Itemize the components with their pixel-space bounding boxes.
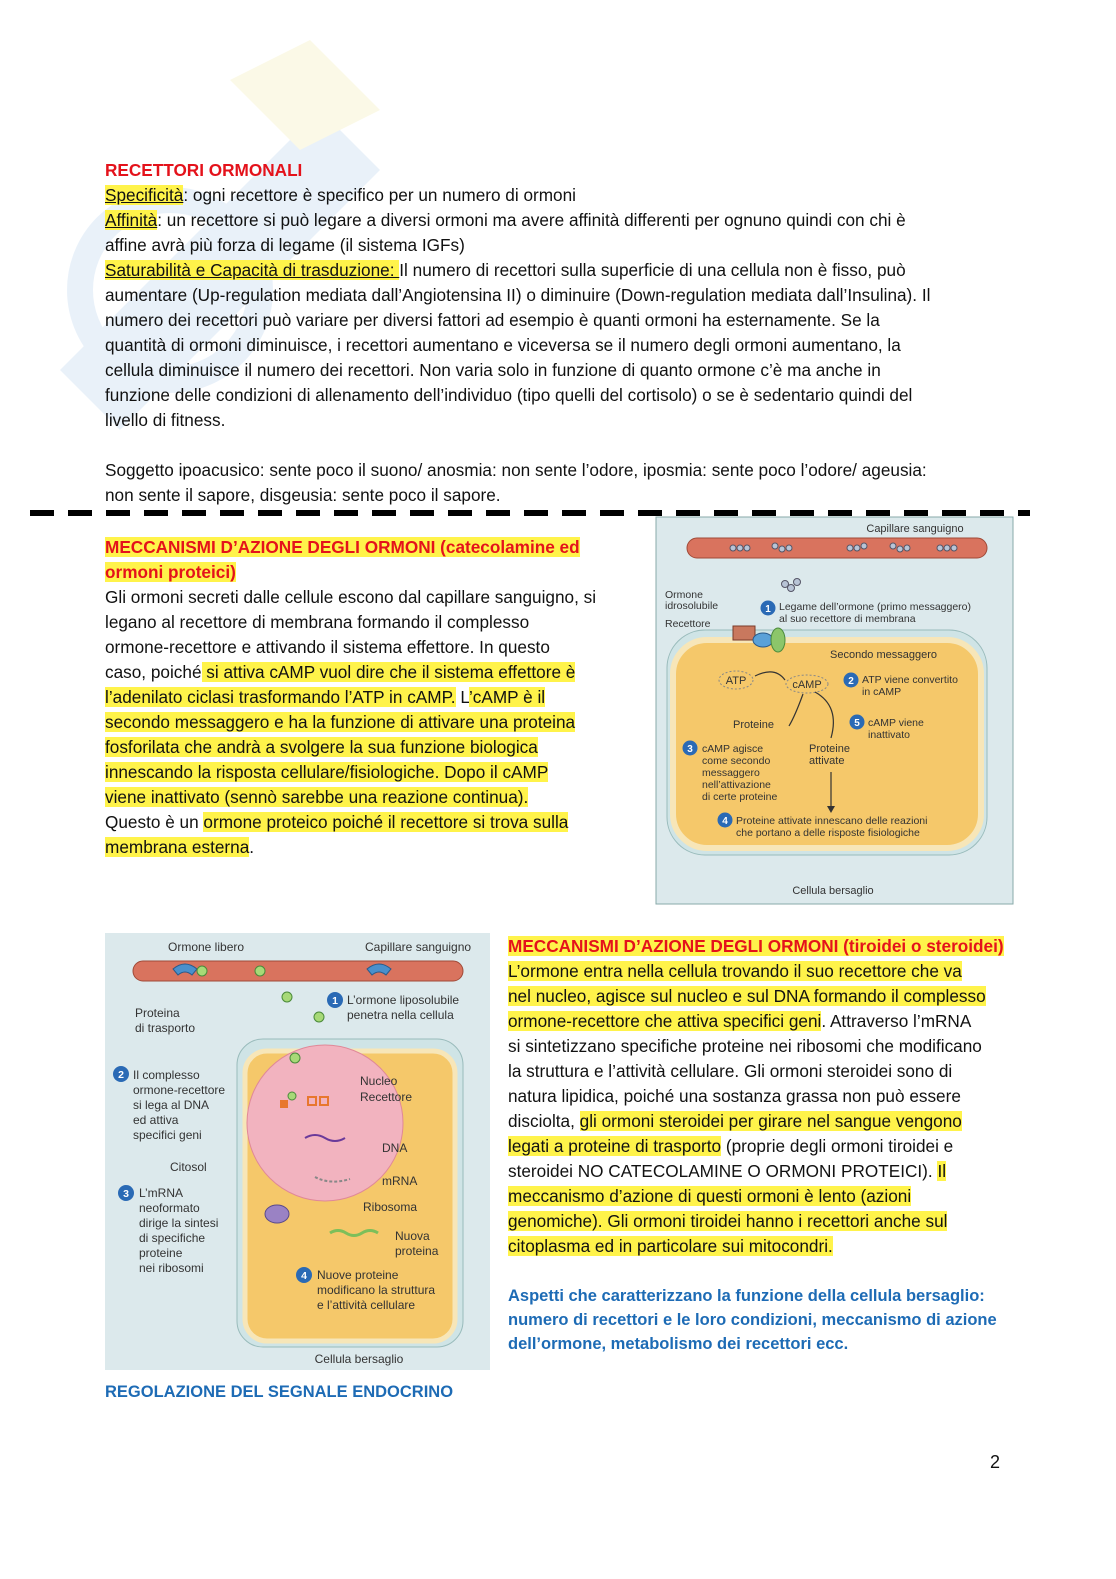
proteici-line-3: ormone-recettore e attivando il sistema effettore. In questo <box>105 637 550 657</box>
fig1-g-protein <box>753 633 773 647</box>
saturabilita-line-3: numero dei recettori può variare per diversi fattori ad esempio è quanti ormoni ha esternamente. Se la <box>105 310 880 330</box>
proteici-line-1: Gli ormoni secreti dalle cellule escono dal capillare sanguigno, si <box>105 587 597 607</box>
fig2-ribosome-label: Ribosoma <box>363 1200 418 1214</box>
fig2-step4-text-3: e l’attività cellulare <box>317 1298 416 1312</box>
saturabilita-line-5: cellula diminuisce il numero dei recettori. Non varia solo in funzione di quanto ormone c’è ma anche in <box>105 360 881 380</box>
fig1-adenylate-cyclase <box>771 628 785 652</box>
fig1-step3-text-5: di certe proteine <box>702 791 778 803</box>
fig1-receptor-shape <box>733 626 755 640</box>
fig2-step-number-1: 1 <box>332 995 338 1007</box>
proteici-line-5: l’adenilato ciclasi trasformando l’ATP in cAMP. L’cAMP è il <box>105 687 546 707</box>
fig2-step3-text-2: neoformato <box>139 1201 200 1215</box>
saturabilita-line-6: funzione delle condizioni di allenamento dell’individuo (tipo quelli del cortisolo) o se è sedentario quindi del <box>105 385 913 405</box>
fig2-step1-text-2: penetra nella cellula <box>347 1008 454 1022</box>
fig2-step4-text: Nuove proteine <box>317 1268 399 1282</box>
fig1-step5-text: cAMP viene <box>868 717 924 729</box>
steroidei-line-12: citoplasma ed in particolare sui mitocondri. <box>508 1236 833 1256</box>
affinita-term: Affinità <box>105 210 158 230</box>
steroidei-line-7: disciolta, gli ormoni steroidei per girare nel sangue vengono <box>508 1111 962 1131</box>
fig1-hormone-label: Ormone <box>665 589 703 601</box>
proteici-line-10: Questo è un ormone proteico poiché il recettore si trova sulla <box>105 812 569 832</box>
fig1-step3-text-4: nell’attivazione <box>702 779 771 791</box>
fig2-free-hormone-label: Ormone libero <box>168 940 245 954</box>
fig1-second-messenger-label: Secondo messaggero <box>830 649 938 661</box>
senses-line-1: Soggetto ipoacusico: sente poco il suono/ anosmia: non sente l’odore, iposmia: sente poco l’odore/ ageusia: <box>105 460 927 480</box>
steroidei-line-3: ormone-recettore che attiva specifici geni. Attraverso l’mRNA <box>508 1011 972 1031</box>
fig1-step-number-4: 4 <box>722 816 728 827</box>
fig1-step2-text: ATP viene convertito <box>862 674 958 686</box>
fig2-step2-text-4: ed attiva <box>133 1113 179 1127</box>
steroidei-line-5: la struttura e l’attività cellulare. Gli ormoni steroidei sono di <box>508 1061 953 1081</box>
aspects-line-3: dell’ormone, metabolismo dei recettori ecc. <box>508 1335 849 1353</box>
section-title-recettori: RECETTORI ORMONALI <box>105 160 303 180</box>
section-title-meccanismi-proteici-2: ormoni proteici) <box>105 562 236 582</box>
saturabilita-line-7: livello di fitness. <box>105 410 226 430</box>
proteici-line-4: caso, poiché si attiva cAMP vuol dire che il sistema effettore è <box>105 662 576 682</box>
fig2-ribosome <box>265 1205 289 1223</box>
fig2-step-number-2: 2 <box>118 1069 124 1081</box>
proteici-line-6: secondo messaggero e ha la funzione di attivare una proteina <box>105 712 576 732</box>
specificita-line <box>105 183 576 208</box>
fig2-step2-text-2: ormone-recettore <box>133 1083 226 1097</box>
aspects-line-2: numero di recettori e le loro condizioni, meccanismo di azione <box>508 1311 997 1329</box>
fig2-mrna-label: mRNA <box>382 1174 418 1188</box>
fig1-step-number-1: 1 <box>765 604 771 615</box>
page-number: 2 <box>990 1452 1001 1472</box>
aspects-line-1: Aspetti che caratterizzano la funzione della cellula bersaglio: <box>508 1287 985 1305</box>
saturabilita-text: Il numero di recettori sulla superficie di una cellula non è fisso, può <box>399 260 906 280</box>
fig1-step3-text: cAMP agisce <box>702 743 764 755</box>
fig1-atp-label: ATP <box>725 675 747 687</box>
fig2-step2-text: Il complesso <box>133 1068 200 1082</box>
fig2-dna-label: DNA <box>382 1141 408 1155</box>
saturabilita-line-4: quantità di ormoni diminuisce, i recettori aumentano e viceversa se il numero degli ormoni aumentano, la <box>105 335 901 355</box>
fig2-cytosol-label: Citosol <box>170 1160 207 1174</box>
steroidei-line-11: genomiche). Gli ormoni tiroidei hanno i recettori anche sul <box>508 1211 948 1231</box>
fig1-step-number-2: 2 <box>848 676 854 687</box>
saturabilita-line-2: aumentare (Up-regulation mediata dall’Angiotensina II) o diminuire (Down-regulation mediata dall’Insulina). Il <box>105 285 931 305</box>
figure-steroid-mechanism <box>105 933 490 1370</box>
fig2-step3-text-4: di specifiche <box>139 1231 206 1245</box>
steroidei-line-4: si sintetizzano specifiche proteine nei ribosomi che modificano <box>508 1036 982 1056</box>
section-title-meccanismi-proteici: MECCANISMI D’AZIONE DEGLI ORMONI (catecolamine ed <box>105 537 580 557</box>
steroidei-line-6: natura lipidica, poiché una sostanza grassa non può essere <box>508 1086 961 1106</box>
section-title-regolazione: REGOLAZIONE DEL SEGNALE ENDOCRINO <box>105 1383 454 1401</box>
fig1-active-proteins-label-2: attivate <box>809 755 845 767</box>
fig1-camp-label: cAMP <box>792 679 822 691</box>
fig2-transport-label-2: di trasporto <box>135 1021 196 1035</box>
fig1-receptor-label: Recettore <box>665 618 711 630</box>
affinita-text: : un recettore si può legare a diversi ormoni ma avere affinità differenti per ognuno quindi con chi è <box>157 210 906 230</box>
fig1-active-proteins-label: Proteine <box>809 743 850 755</box>
section-title-meccanismi-steroidei: MECCANISMI D’AZIONE DEGLI ORMONI (tiroidei o steroidei) <box>508 936 1004 956</box>
proteici-line-9: viene inattivato (sennò sarebbe una reazione continua). <box>105 787 529 807</box>
fig1-step1-text-2: al suo recettore di membrana <box>779 613 916 625</box>
specificita-text: : ogni recettore è specifico per un numero di ormoni <box>183 185 576 205</box>
steroidei-line-8: legati a proteine di trasporto (proprie degli ormoni tiroidei e <box>508 1136 954 1156</box>
fig2-step-number-3: 3 <box>123 1188 129 1200</box>
steroidei-line-10: meccanismo d’azione di questi ormoni è lento (azioni <box>508 1186 912 1206</box>
fig1-step1-text: Legame dell’ormone (primo messaggero) <box>779 601 972 613</box>
fig2-step-number-4: 4 <box>301 1270 307 1282</box>
proteici-line-8: innescando la risposta cellulare/fisiologiche. Dopo il cAMP <box>105 762 549 782</box>
affinita-line-2: affine avrà più forza di legame (il sistema IGFs) <box>105 235 465 255</box>
fig2-new-protein-label: Nuova <box>395 1229 430 1243</box>
fig1-step2-text-2: in cAMP <box>862 686 902 698</box>
fig1-step-number-3: 3 <box>687 744 693 755</box>
senses-line-2: non sente il sapore, disgeusia: sente poco il sapore. <box>105 485 501 505</box>
fig2-target-cell-label: Cellula bersaglio <box>314 1352 404 1366</box>
fig1-proteins-label: Proteine <box>733 719 774 731</box>
steroidei-line-1: L’ormone entra nella cellula trovando il suo recettore che va <box>508 961 962 981</box>
fig2-transport-label: Proteina <box>135 1006 180 1020</box>
fig2-step4-text-2: modificano la struttura <box>317 1283 436 1297</box>
affinita-line <box>105 208 906 233</box>
saturabilita-term: Saturabilità e Capacità di trasduzione: <box>105 260 400 280</box>
fig2-step2-text-5: specifici geni <box>133 1128 202 1142</box>
figure-camp-mechanism <box>655 516 1015 906</box>
fig2-step1-text: L’ormone liposolubile <box>347 993 460 1007</box>
fig1-step4-text: Proteine attivate innescano delle reazioni <box>736 815 928 827</box>
fig2-step3-text: L’mRNA <box>139 1186 184 1200</box>
fig2-new-protein-label-2: proteina <box>395 1244 439 1258</box>
fig2-nucleus-label: Nucleo <box>360 1074 398 1088</box>
fig1-step4-text-2: che portano a delle risposte fisiologiche <box>736 827 920 839</box>
fig2-step3-text-3: dirige la sintesi <box>139 1216 219 1230</box>
steroidei-line-2: nel nucleo, agisce sul nucleo e sul DNA formando il complesso <box>508 986 986 1006</box>
fig1-step3-text-2: come secondo <box>702 755 771 767</box>
fig2-step2-text-3: si lega al DNA <box>133 1098 210 1112</box>
fig2-receptor-label: Recettore <box>360 1090 413 1104</box>
fig1-step3-text-3: messaggero <box>702 767 760 779</box>
fig1-hormone-label-2: idrosolubile <box>665 600 719 612</box>
steroidei-line-9: steroidei NO CATECOLAMINE O ORMONI PROTEICI). Il <box>508 1161 947 1181</box>
fig1-step-number-5: 5 <box>854 718 860 729</box>
fig2-step3-text-6: nei ribosomi <box>139 1261 204 1275</box>
fig2-capillary-label: Capillare sanguigno <box>365 940 472 954</box>
proteici-line-11: membrana esterna. <box>105 837 255 857</box>
proteici-line-7: fosforilata che andrà a svolgere la sua funzione biologica <box>105 737 538 757</box>
fig1-target-cell-label: Cellula bersaglio <box>792 885 874 897</box>
fig2-step3-text-5: proteine <box>139 1246 183 1260</box>
proteici-line-2: legano al recettore di membrana formando il complesso <box>105 612 530 632</box>
specificita-term: Specificità <box>105 185 184 205</box>
fig1-step5-text-2: inattivato <box>868 729 911 741</box>
fig1-capillary-label: Capillare sanguigno <box>866 523 964 535</box>
fig2-nucleus <box>247 1045 403 1201</box>
fig2-hormone-entering <box>290 1053 300 1063</box>
saturabilita-line <box>105 258 906 283</box>
